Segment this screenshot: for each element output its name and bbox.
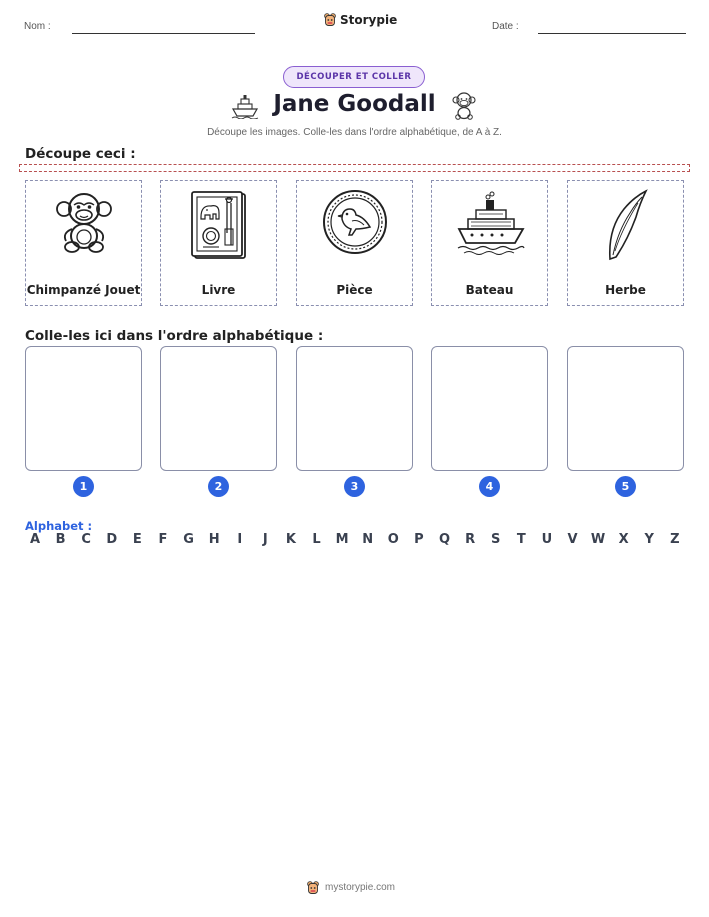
alphabet-letter: E — [132, 532, 142, 547]
alphabet-letter: C — [81, 532, 91, 547]
number-badge-2: 2 — [208, 476, 229, 497]
alphabet-letter: U — [541, 532, 553, 547]
cut-line — [19, 164, 690, 172]
alphabet-letter: A — [29, 532, 41, 547]
cut-card-herbe[interactable] — [567, 180, 684, 306]
date-label: Date : — [492, 21, 519, 32]
alphabet-letter: W — [590, 532, 606, 547]
coin-icon — [322, 189, 388, 255]
brand-name: Storypie — [340, 12, 398, 27]
date-line — [538, 33, 686, 34]
alphabet-letter: B — [55, 532, 66, 547]
alphabet-letter: T — [516, 532, 526, 547]
alphabet-letter: Z — [670, 532, 680, 547]
cut-section-title: Découpe ceci : — [25, 146, 136, 162]
cut-card-livre[interactable] — [160, 180, 277, 306]
cut-card-bateau[interactable] — [431, 180, 548, 306]
brand-logo — [323, 12, 397, 27]
storypie-mascot-icon — [323, 12, 337, 27]
paste-box-4[interactable] — [431, 346, 548, 471]
alphabet-letter: G — [183, 532, 194, 547]
ship-icon — [456, 191, 526, 255]
cut-card-piece[interactable] — [296, 180, 413, 306]
alphabet-letter: O — [387, 532, 399, 547]
paste-box-1[interactable] — [25, 346, 142, 471]
alphabet-letter: S — [491, 532, 501, 547]
card-label: Chimpanzé Jouet — [26, 283, 141, 297]
number-badge-3: 3 — [344, 476, 365, 497]
monkey-toy-icon — [452, 92, 476, 120]
book-icon — [189, 189, 249, 261]
card-label: Herbe — [605, 283, 646, 297]
number-badge-5: 5 — [615, 476, 636, 497]
storypie-mascot-icon — [306, 880, 320, 895]
alphabet-letter: L — [312, 532, 321, 547]
paste-box-3[interactable] — [296, 346, 413, 471]
alphabet-letter: Y — [644, 532, 654, 547]
name-line — [72, 33, 255, 34]
alphabet-letter: F — [158, 532, 168, 547]
alphabet-letter: D — [106, 532, 118, 547]
page-title: Jane Goodall — [273, 91, 436, 117]
alphabet-letter: R — [465, 532, 476, 547]
footer — [306, 880, 395, 895]
alphabet-letter: K — [285, 532, 296, 547]
alphabet-letter: P — [414, 532, 424, 547]
alphabet-letter: X — [618, 532, 629, 547]
activity-badge: DÉCOUPER ET COLLER — [283, 66, 425, 88]
alphabet-letter: V — [567, 532, 578, 547]
cut-card-chimpanze-jouet[interactable] — [25, 180, 142, 306]
monkey-toy-icon — [54, 191, 114, 253]
alphabet-letter: I — [237, 532, 243, 547]
alphabet-letter: N — [362, 532, 374, 547]
alphabet-letter: M — [335, 532, 349, 547]
number-badge-4: 4 — [479, 476, 500, 497]
paste-box-2[interactable] — [160, 346, 277, 471]
grass-icon — [602, 189, 652, 261]
card-label: Pièce — [336, 283, 373, 297]
card-label: Livre — [201, 283, 236, 297]
instructions: Découpe les images. Colle-les dans l'ordre alphabétique, de A à Z. — [207, 127, 502, 138]
name-label: Nom : — [24, 21, 51, 32]
footer-url[interactable]: mystorypie.com — [325, 882, 396, 893]
alphabet-letter: H — [208, 532, 220, 547]
number-badge-1: 1 — [73, 476, 94, 497]
alphabet-row — [25, 532, 685, 547]
paste-box-5[interactable] — [567, 346, 684, 471]
alphabet-letter: Q — [438, 532, 451, 547]
card-label: Bateau — [465, 283, 514, 297]
alphabet-label: Alphabet : — [25, 519, 93, 533]
paste-section-title: Colle-les ici dans l'ordre alphabétique : — [25, 328, 324, 344]
alphabet-letter: J — [262, 532, 268, 547]
